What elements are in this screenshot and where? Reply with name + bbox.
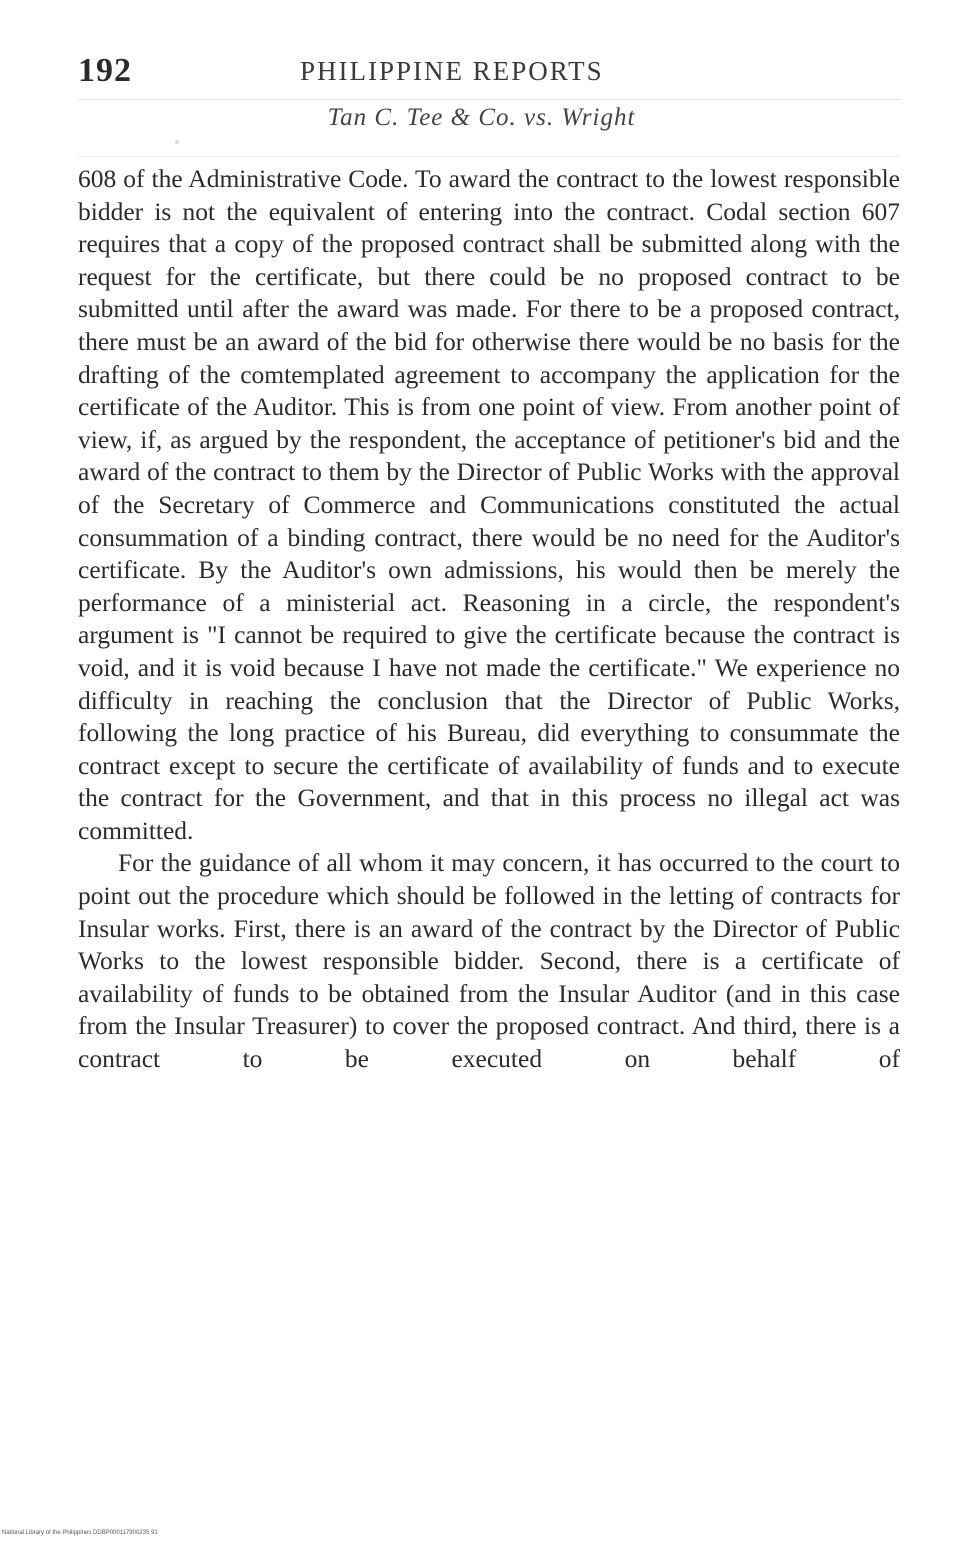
paragraph-continued: 608 of the Administrative Code. To award the contract to the lowest responsible bidder is not the equivalent of entering into the contract. Codal section 607 requires that a copy of the proposed contract shall be submitted along with the request for the certificate, but there could be no proposed contract to be submitted until after the award was made. For there to be a proposed contract, there must be an award of the bid for otherwise there would be no basis for the drafting of the comtemplated agreement to accompany the application for the certificate of the Auditor. This is from one point of view. From another point of view, if, as argued by the respondent, the acceptance of petitioner's bid and the award of the contract to them by the Director of Public Works with the approval of the Secretary of Commerce and Communications constituted the actual consummation of a binding contract, there would be no need for the Auditor's certificate. By the Auditor's own admissions, his would then be merely the performance of a ministerial act. Reasoning in a circle, the respondent's argument is "I cannot be required to give the certificate because the contract is void, and it is void because I have not made the certificate." We experience no difficulty in reaching the conclusion that the Director of Public Works, following the long practice of his Bureau, did everything to consummate the contract except to secure the certificate of availability of funds and to execute the contract for the Government, and that in this process no illegal act was committed. — [78, 164, 900, 845]
scan-source-footer: National Library of the Philippines DDBP000117900235 91 — [2, 1530, 158, 1536]
paragraph-guidance: For the guidance of all whom it may concern, it has occurred to the court to point out the procedure which should be followed in the letting of contracts for Insular works. First, there is an award of the contract by the Director of Public Works to the lowest responsible bidder. Second, there is a certificate of availability of funds to be obtained from the Insular Auditor (and in this case from the Insular Treasurer) to cover the proposed contract. And third, there is a contract to be executed on behalf of — [78, 848, 900, 1074]
page-number: 192 — [78, 52, 132, 89]
title-divider — [78, 156, 900, 157]
running-head: PHILIPPINE REPORTS — [300, 56, 604, 86]
case-title: Tan C. Tee & Co. vs. Wright — [327, 104, 636, 131]
header-divider — [78, 99, 900, 100]
body-text — [78, 163, 900, 1076]
scan-speck — [175, 140, 179, 144]
